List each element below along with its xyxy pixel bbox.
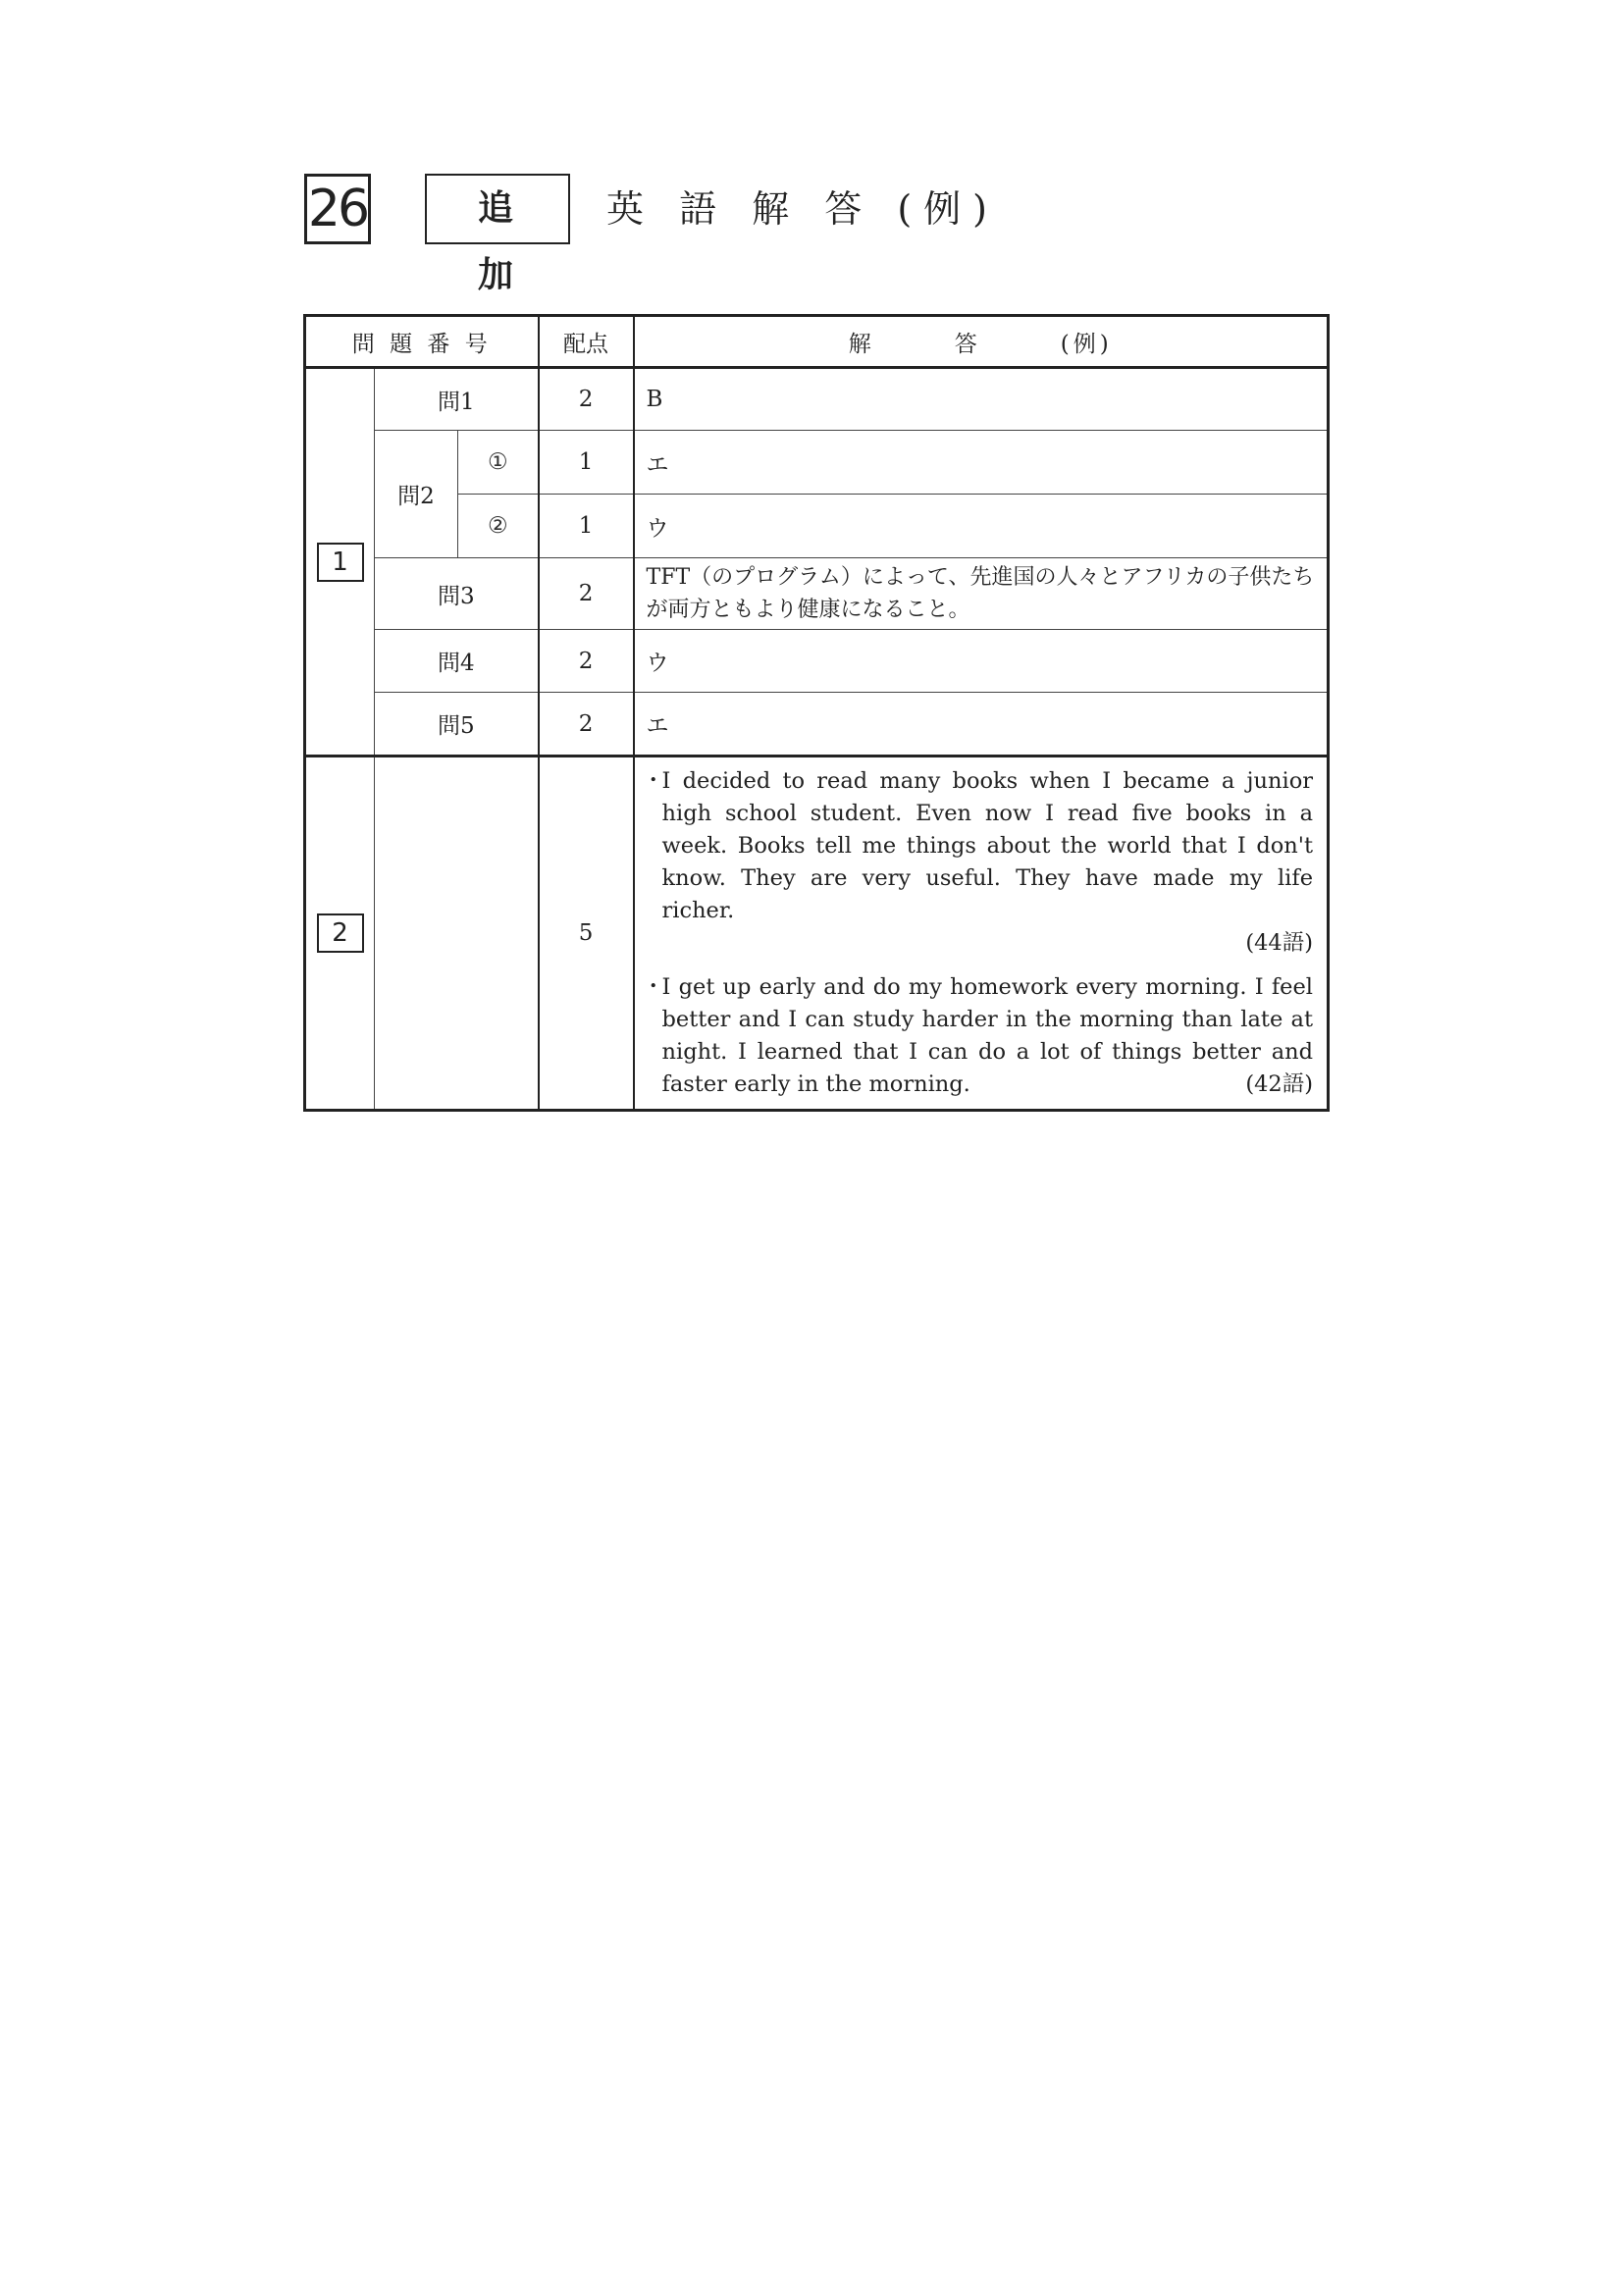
table-row — [305, 431, 1329, 495]
col-header-points: 配点 — [539, 316, 634, 368]
section-2-cell — [305, 757, 375, 1111]
sample-answer-2 — [635, 967, 1328, 1109]
col-header-question: 問 題 番 号 — [305, 316, 539, 368]
q4-label: 問4 — [375, 630, 539, 693]
sample-answer-1 — [635, 757, 1328, 967]
sample-answer-2-word-count: (42語) — [1245, 1071, 1314, 1097]
col-header-answer: 解 答 (例) — [634, 316, 1329, 368]
additional-tag: 追 加 — [425, 174, 570, 244]
table-row — [305, 757, 1329, 1111]
bullet-1: ・ — [642, 768, 665, 794]
q5-label: 問5 — [375, 693, 539, 757]
q4-points: 2 — [539, 630, 634, 693]
section-2-points: 5 — [539, 757, 634, 1111]
table-row — [305, 630, 1329, 693]
q1-points: 2 — [539, 368, 634, 431]
q3-answer: TFT（のプログラム）によって、先進国の人々とアフリカの子供たちが両方ともより健康になること。 — [634, 558, 1329, 630]
sample-answer-2-text — [662, 971, 1314, 1101]
sample-answer-2-body: I get up early and do my homework every morning. I feel better and I can study harder in the morning than late at night. I learned that I can do a lot of things better and faster early in the morning. — [661, 974, 1314, 1097]
q1-label: 問1 — [375, 368, 539, 431]
section-2-answer-cell — [634, 757, 1329, 1111]
section-1-cell — [305, 368, 375, 757]
q4-answer: ウ — [634, 630, 1329, 693]
q1-answer: B — [634, 368, 1329, 431]
q2-sub1-label: ① — [458, 431, 539, 495]
section-1-label: 1 — [317, 543, 364, 582]
q2-sub2-label: ② — [458, 495, 539, 558]
q2-sub1-points: 1 — [539, 431, 634, 495]
table-row — [305, 558, 1329, 630]
q2-sub2-points: 1 — [539, 495, 634, 558]
section-2-question-cell — [375, 757, 539, 1111]
bullet-2: ・ — [642, 974, 665, 1000]
q5-points: 2 — [539, 693, 634, 757]
section-2-label: 2 — [317, 913, 364, 953]
q3-points: 2 — [539, 558, 634, 630]
q5-answer: エ — [634, 693, 1329, 757]
q2-sub2-answer: ウ — [634, 495, 1329, 558]
q2-label: 問2 — [375, 431, 458, 558]
sample-answer-1-word-count: (44語) — [1245, 930, 1314, 956]
table-row — [305, 368, 1329, 431]
page-title: 英 語 解 答 (例) — [606, 187, 999, 231]
answer-table — [303, 314, 1330, 1112]
q2-sub1-answer: エ — [634, 431, 1329, 495]
header-row — [305, 316, 1329, 368]
q3-label: 問3 — [375, 558, 539, 630]
table-row — [305, 693, 1329, 757]
table-row — [305, 495, 1329, 558]
sample-answer-1-text: I decided to read many books when I became a junior high school student. Even now I read five books in a week. Books tell me things about the world that I don't know. They are very useful. They have made my life richer. — [661, 768, 1314, 923]
exam-number: 26 — [304, 174, 371, 244]
